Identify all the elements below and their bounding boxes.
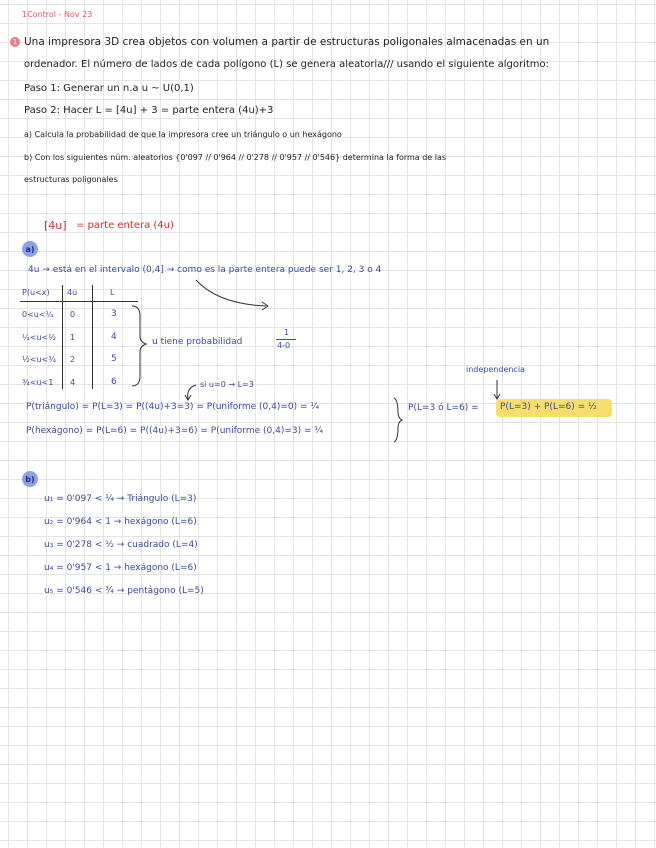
problem-step-1: Paso 1: Generar un n.a u ~ U(0,1) <box>24 83 194 94</box>
table-header-4u: 4u <box>67 288 78 297</box>
table-row-4-4u: 4 <box>70 378 76 387</box>
table-row-3-L: 5 <box>111 354 117 364</box>
table-row-1-4u: 0 <box>70 310 76 319</box>
table-row-1-L: 3 <box>111 309 117 319</box>
independence-note: independencia <box>466 365 525 374</box>
table-row-1-prob: 0<u<¼ <box>22 310 54 319</box>
union-result-highlight <box>496 399 612 417</box>
table-row-2-prob: ¼<u<½ <box>22 333 56 342</box>
part-b-badge: b) <box>22 471 38 487</box>
floor-definition-note: = parte entera (4u) <box>76 220 174 231</box>
table-row-3-prob: ½<u<¾ <box>22 355 56 364</box>
probability-numerator: 1 <box>284 328 290 337</box>
problem-number-badge: 1 <box>10 37 20 47</box>
table-header-L: L <box>110 288 115 297</box>
interval-line: 4u → está en el intervalo (0,4] → como es la parte entera puede ser 1, 2, 3 o 4 <box>28 265 382 275</box>
hexagon-probability-line: P(hexágono) = P(L=6) = P((4u)+3=6) = P(uniforme (0,4)=3) = ¼ <box>26 426 324 436</box>
result-item-5: u₅ = 0'546 < ¾ → pentágono (L=5) <box>44 586 204 596</box>
problem-line-1: Una impresora 3D crea objetos con volumen a partir de estructuras poligonales almacenadas en un <box>24 36 550 48</box>
table-row-3-4u: 2 <box>70 355 76 364</box>
table-row-2-4u: 1 <box>70 333 76 342</box>
union-probability-result: P(L=3) + P(L=6) = ½ <box>500 402 597 412</box>
question-a: a) Calcula la probabilidad de que la impresora cree un triángulo o un hexágono <box>24 130 342 139</box>
table-horizontal-rule <box>20 301 138 302</box>
result-item-4: u₄ = 0'957 < 1 → hexágono (L=6) <box>44 563 197 573</box>
si-note: si u=0 → L=3 <box>200 380 254 389</box>
question-b-line-2: estructuras poligonales <box>24 175 118 184</box>
result-item-3: u₃ = 0'278 < ½ → cuadrado (L=4) <box>44 540 198 550</box>
table-header-prob: P(u<x) <box>22 288 50 297</box>
result-item-2: u₂ = 0'964 < 1 → hexágono (L=6) <box>44 517 197 527</box>
table-row-4-prob: ¾<u<1 <box>22 378 54 387</box>
question-b-line-1: b) Con los siguientes núm. aleatorios {0'097 // 0'964 // 0'278 // 0'957 // 0'546} determina la forma de las <box>24 153 447 162</box>
probability-note: u tiene probabilidad <box>152 337 243 347</box>
table-row-4-L: 6 <box>111 377 117 387</box>
page-title: 1Control - Nov 23 <box>22 10 93 19</box>
problem-step-2: Paso 2: Hacer L = [4u] + 3 = parte entera (4u)+3 <box>24 105 274 116</box>
table-row-2-L: 4 <box>111 332 117 342</box>
union-probability-left: P(L=3 ó L=6) = <box>408 403 479 413</box>
result-item-1: u₁ = 0'097 < ¼ → Triángulo (L=3) <box>44 494 197 504</box>
triangle-probability-line: P(triángulo) = P(L=3) = P((4u)+3=3) = P(uniforme (0,4)=0) = ¼ <box>26 402 320 412</box>
part-a-badge: a) <box>22 241 38 257</box>
probability-denominator: 4-0 <box>277 341 291 350</box>
problem-line-2: ordenador. El número de lados de cada polígono (L) se genera aleatoria/// usando el siguiente algoritmo: <box>24 59 549 70</box>
floor-bracket-note: [4u] <box>44 219 67 232</box>
probability-fraction-bar <box>276 339 296 340</box>
